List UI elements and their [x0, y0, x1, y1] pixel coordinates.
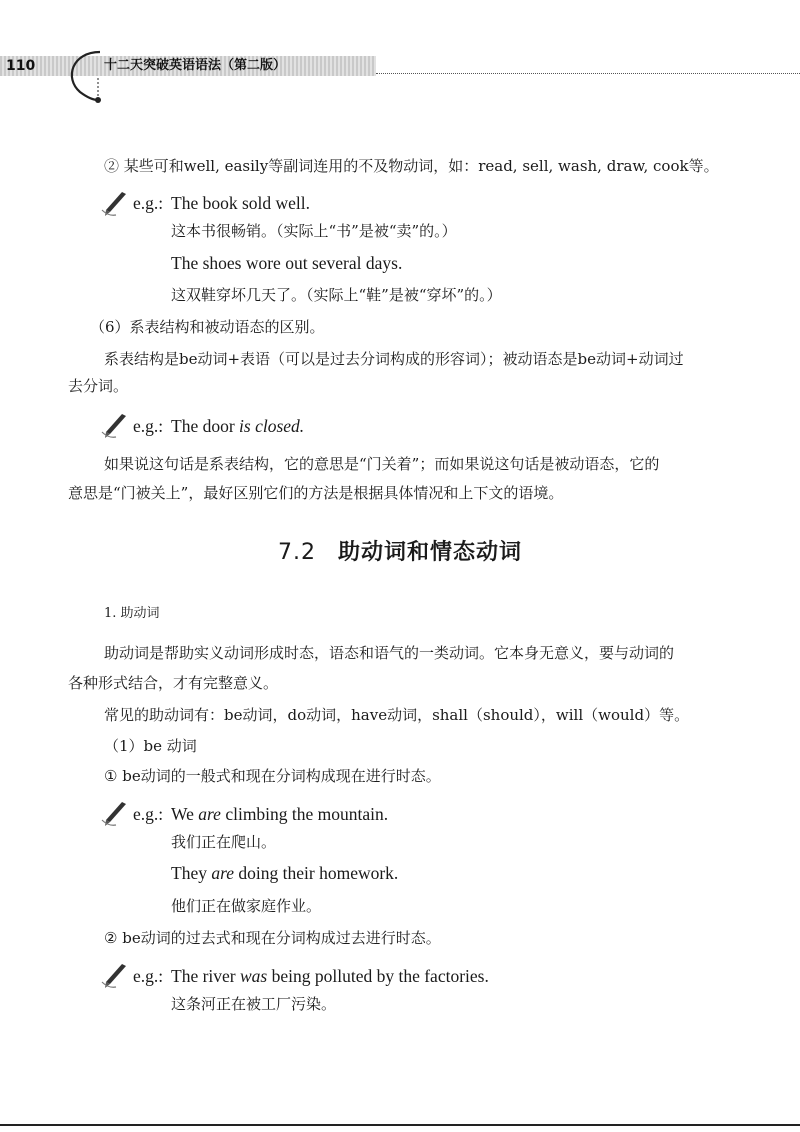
paragraph-line: 助动词是帮助实义动词形成时态，语态和语气的一类动词。它本身无意义，要与动词的	[104, 644, 675, 662]
example-sentence: The shoes wore out several days.	[171, 253, 403, 273]
section-title-text: 助动词和情态动词	[337, 540, 522, 565]
paragraph-intransitive-verbs: ② 某些可和well, easily等副词连用的不及物动词，如：read, sell, wash, draw, cook等。	[104, 157, 719, 175]
example-label: e.g.:	[133, 804, 164, 824]
subheading-auxiliary-verbs: 1. 助动词	[104, 606, 160, 621]
example-translation: 我们正在爬山。	[171, 833, 277, 851]
page-number: 110	[6, 58, 36, 74]
pen-icon	[100, 800, 128, 828]
section-title	[0, 536, 800, 570]
paragraph-line: ② be动词的过去式和现在分词构成过去进行时态。	[104, 929, 441, 947]
example-sentence: The river was being polluted by the factories.	[171, 966, 489, 986]
paragraph-line: 去分词。	[68, 377, 129, 395]
subheading-be-verb: （1）be 动词	[104, 737, 197, 755]
pen-icon	[100, 412, 128, 440]
example-sentence: The door is closed.	[171, 416, 305, 436]
example-sentence: They are doing their homework.	[171, 863, 399, 883]
subheading-linking-vs-passive: （6）系表结构和被动语态的区别。	[90, 318, 325, 336]
page-bottom-rule	[0, 1124, 800, 1126]
header-dotted-rule	[376, 73, 800, 74]
paragraph-line: 如果说这句话是系表结构，它的意思是“门关着”；而如果说这句话是被动语态，它的	[104, 455, 660, 473]
paragraph-line: 各种形式结合，才有完整意义。	[68, 674, 279, 692]
section-number: 7.2	[277, 540, 316, 565]
example-translation: 这双鞋穿坏几天了。（实际上“鞋”是被“穿坏”的。）	[171, 286, 502, 304]
example-label: e.g.:	[133, 966, 164, 986]
example-sentence: We are climbing the mountain.	[171, 804, 389, 824]
pen-icon	[100, 190, 128, 218]
paragraph-line: 系表结构是be动词+表语（可以是过去分词构成的形容词）；被动语态是be动词+动词过	[104, 350, 684, 368]
paragraph-line: ① be动词的一般式和现在分词构成现在进行时态。	[104, 767, 441, 785]
example-sentence: The book sold well.	[171, 193, 311, 213]
paragraph-line: 意思是“门被关上”，最好区别它们的方法是根据具体情况和上下文的语境。	[68, 484, 564, 502]
pen-icon	[100, 962, 128, 990]
example-translation: 这本书很畅销。（实际上“书”是被“卖”的。）	[171, 222, 457, 240]
book-title: 十二天突破英语语法（第二版）	[104, 58, 287, 73]
example-translation: 这条河正在被工厂污染。	[171, 995, 337, 1013]
page-header	[0, 48, 800, 88]
example-label: e.g.:	[133, 416, 164, 436]
example-translation: 他们正在做家庭作业。	[171, 897, 322, 915]
example-label: e.g.:	[133, 193, 164, 213]
paragraph-line: 常见的助动词有：be动词，do动词，have动词，shall（should），will（would）等。	[104, 706, 690, 724]
